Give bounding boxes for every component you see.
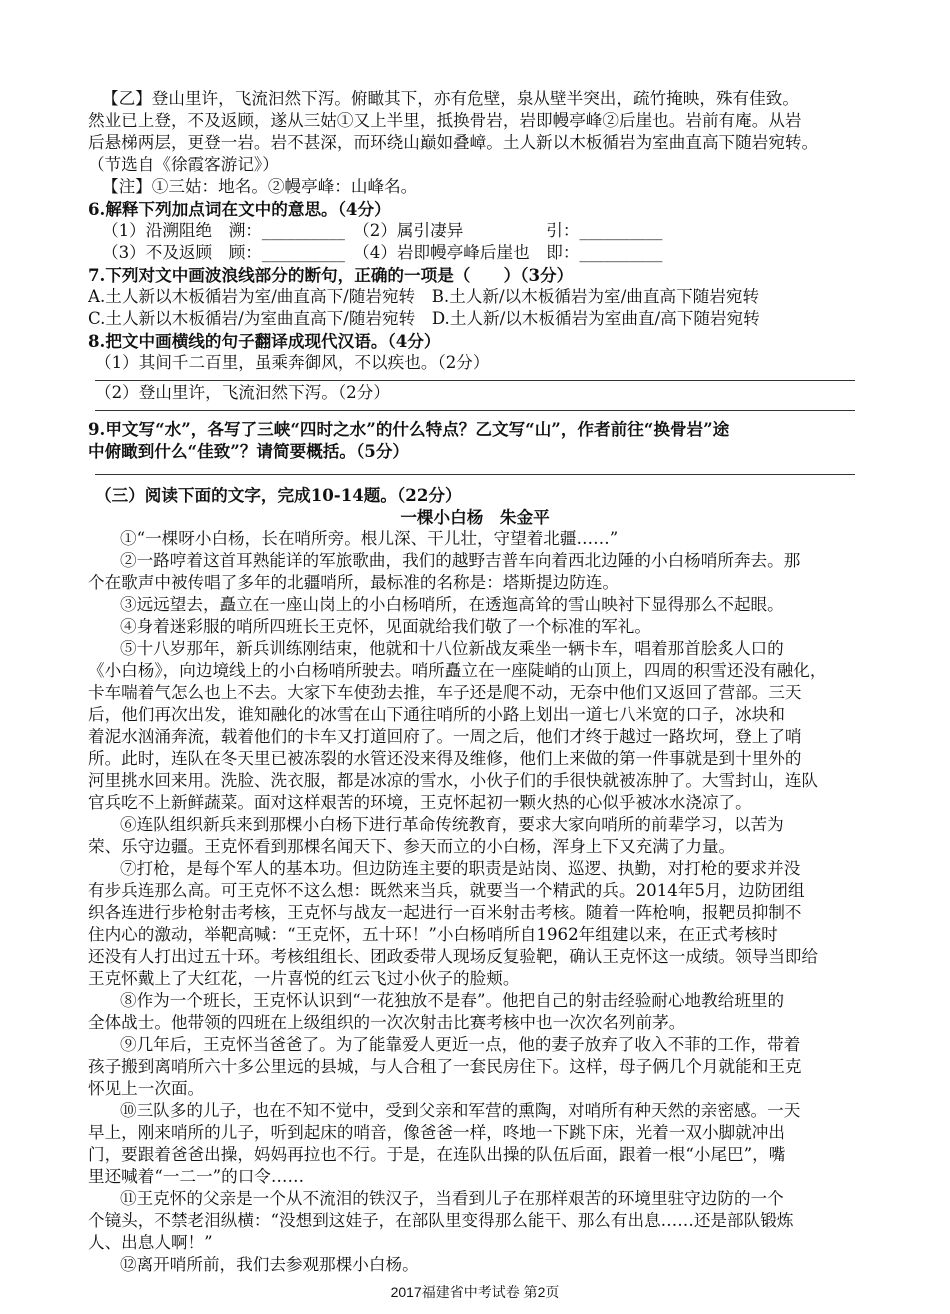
text-line: ⑪王克怀的父亲是一个从不流泪的铁汉子，当看到儿子在那样艰苦的环境里驻守边防的一个 <box>120 1189 784 1208</box>
question-8: 8.把文中画横线的句子翻译成现代汉语。（4分） <box>88 331 441 351</box>
question-9-cont: 中俯瞰到什么“佳致”？请简要概括。（5分） <box>88 441 410 461</box>
text-line: ⑫离开哨所前，我们去参观那棵小白杨。 <box>120 1255 419 1274</box>
page-footer: 2017福建省中考试卷 第2页 <box>390 1284 560 1300</box>
question-9: 9.甲文写“水”，各写了三峡“四时之水”的什么特点？乙文写“山”，作者前往“换骨岩”途 <box>88 419 730 439</box>
text-line: 个镜头，不禁老泪纵横：“没想到这娃子，在部队里变得那么能干、那么有出息……还是部队锻炼 <box>88 1211 794 1230</box>
text-line: 门，要跟着爸爸出操，妈妈再拉也不行。于是，在连队出操的队伍后面，跟着一根“小尾巴”，嘴 <box>88 1145 786 1164</box>
answer-line[interactable] <box>95 380 855 381</box>
text-line: （3）不及返顾 顾：__________ （4）岩即幔亭峰后崖也 即：__________ <box>102 243 663 262</box>
text-line: ⑥连队组织新兵来到那棵小白杨下进行革命传统教育，要求大家向哨所的前辈学习，以苦为 <box>120 815 784 834</box>
answer-line[interactable] <box>95 410 855 411</box>
text-line: 着泥水汹涌奔流，载着他们的卡车又打道回府了。一周之后，他们才终于越过一路坎坷，登上了哨 <box>88 727 802 746</box>
text-line: 孩子搬到离哨所六十多公里远的县城，与人合租了一套民房住下。这样，母子俩几个月就能和王克 <box>88 1057 802 1076</box>
text-line: 织各连进行步枪射击考核，王克怀与战友一起进行一百米射击考核。随着一阵枪响，报靶员抑制不 <box>88 903 802 922</box>
option-line: A.土人新以木板循岩为室/曲直高下/随岩宛转 B.土人新/以木板循岩为室/曲直高下随岩宛转 <box>88 287 760 306</box>
text-line: 个在歌声中被传唱了多年的北疆哨所，最标准的名称是：塔斯提边防连。 <box>88 573 619 592</box>
text-line: 卡车喘着气怎么也上不去。大家下车使劲去推，车子还是爬不动，无奈中他们又返回了营部。三天 <box>88 683 802 702</box>
text-line: 河里挑水回来用。洗脸、洗衣服，都是冰凉的雪水，小伙子们的手很快就被冻肿了。大雪封山，连队 <box>88 771 819 790</box>
text-line: 住内心的激动，举靶高喊：“王克怀，五十环！”小白杨哨所自1962年组建以来，在正式考核时 <box>88 925 778 944</box>
answer-line[interactable] <box>95 474 855 475</box>
text-line: （2）登山里许，飞流汩然下泻。（2分） <box>95 383 390 402</box>
question-6: 6.解释下列加点词在文中的意思。（4分） <box>88 199 391 219</box>
text-line: 里还喊着“一二一”的口令…… <box>88 1167 305 1186</box>
text-line: ⑨几年后，王克怀当爸爸了。为了能靠爱人更近一点，他的妻子放弃了收入不菲的工作，带着 <box>120 1035 801 1054</box>
text-line: （节选自《徐霞客游记》） <box>88 155 279 174</box>
text-line: ⑤十八岁那年，新兵训练刚结束，他就和十八位新战友乘坐一辆卡车，唱着那首脍炙人口的 <box>120 639 784 658</box>
article-title: 一棵小白杨 朱金平 <box>400 507 550 527</box>
text-line: 【注】①三姑：地名。②幔亭峰：山峰名。 <box>102 177 418 196</box>
text-line: 后悬梯两层，更登一岩。岩不甚深，而环绕山巅如叠嶂。土人新以木板循岩为室曲直高下随岩宛转。 <box>88 133 819 152</box>
text-line: ⑧作为一个班长，王克怀认识到“一花独放不是春”。他把自己的射击经验耐心地教给班里的 <box>120 991 785 1010</box>
question-7: 7.下列对文中画波浪线部分的断句，正确的一项是（ ）（3分） <box>88 265 574 285</box>
text-line: 后，他们再次出发，谁知融化的冰雪在山下通往哨所的小路上划出一道七八米宽的口子，冰块和 <box>88 705 785 724</box>
text-line: 然业已上登，不及返顾，遂从三姑①又上半里，抵换骨岩，岩即幔亭峰②后崖也。岩前有庵。从岩 <box>88 111 802 130</box>
section-heading: （三）阅读下面的文字，完成10-14题。（22分） <box>95 485 462 505</box>
text-line: ①“一棵呀小白杨，长在哨所旁。根儿深、干儿壮，守望着北疆……” <box>120 529 619 548</box>
text-line: 《小白杨》，向边境线上的小白杨哨所驶去。哨所矗立在一座陡峭的山顶上，四周的积雪还没有融化， <box>88 661 827 680</box>
text-line: 人、出息人啊！” <box>88 1233 213 1252</box>
text-line: 荣、乐守边疆。王克怀看到那棵名闻天下、参天而立的小白杨，浑身上下又充满了力量。 <box>88 837 736 856</box>
text-line: ⑦打枪，是每个军人的基本功。但边防连主要的职责是站岗、巡逻、执勤，对打枪的要求并没 <box>120 859 801 878</box>
text-line: （1）沿溯阻绝 溯：__________ （2）属引凄异 引：__________ <box>102 221 663 240</box>
text-line: 王克怀戴上了大红花，一片喜悦的红云飞过小伙子的脸颊。 <box>88 969 520 988</box>
text-line: 【乙】登山里许，飞流汩然下泻。俯瞰其下，亦有危壁，泉从壁半突出，疏竹掩映，殊有佳致。 <box>102 89 799 108</box>
text-line: ⑩三队多的儿子，也在不知不觉中，受到父亲和军营的熏陶，对哨所有种天然的亲密感。一天 <box>120 1101 801 1120</box>
text-line: 早上，刚来哨所的儿子，听到起床的哨音，像爸爸一样，咚地一下跳下床，光着一双小脚就冲出 <box>88 1123 785 1142</box>
text-line: ④身着迷彩服的哨所四班长王克怀，见面就给我们敬了一个标准的军礼。 <box>120 617 651 636</box>
text-line: 怀见上一次面。 <box>88 1079 205 1098</box>
text-line: 还没有人打出过五十环。考核组组长、团政委带人现场反复验靶，确认王克怀这一成绩。领导当即给 <box>88 947 819 966</box>
text-line: （1）其间千二百里，虽乘奔御风，不以疾也。（2分） <box>95 353 490 372</box>
text-line: 所。此时，连队在冬天里已被冻裂的水管还没来得及维修，他们上来做的第一件事就是到十里外的 <box>88 749 802 768</box>
text-line: 全体战士。他带领的四班在上级组织的一次次射击比赛考核中也一次次名列前茅。 <box>88 1013 686 1032</box>
text-line: ③远远望去，矗立在一座山岗上的小白杨哨所，在透迤高耸的雪山映衬下显得那么不起眼。 <box>120 595 784 614</box>
text-line: 有步兵连那么高。可王克怀不这么想：既然来当兵，就要当一个精武的兵。2014年5月，边防团组 <box>88 881 805 900</box>
option-line: C.土人新以木板循岩/为室曲直高下/随岩宛转 D.土人新/以木板循岩为室曲直/高下随岩宛转 <box>88 309 760 328</box>
text-line: 官兵吃不上新鲜蔬菜。面对这样艰苦的环境，王克怀起初一颗火热的心似乎被冰水浇凉了。 <box>88 793 752 812</box>
text-line: ②一路哼着这首耳熟能详的军旅歌曲，我们的越野吉普车向着西北边陲的小白杨哨所奔去。那 <box>120 551 801 570</box>
